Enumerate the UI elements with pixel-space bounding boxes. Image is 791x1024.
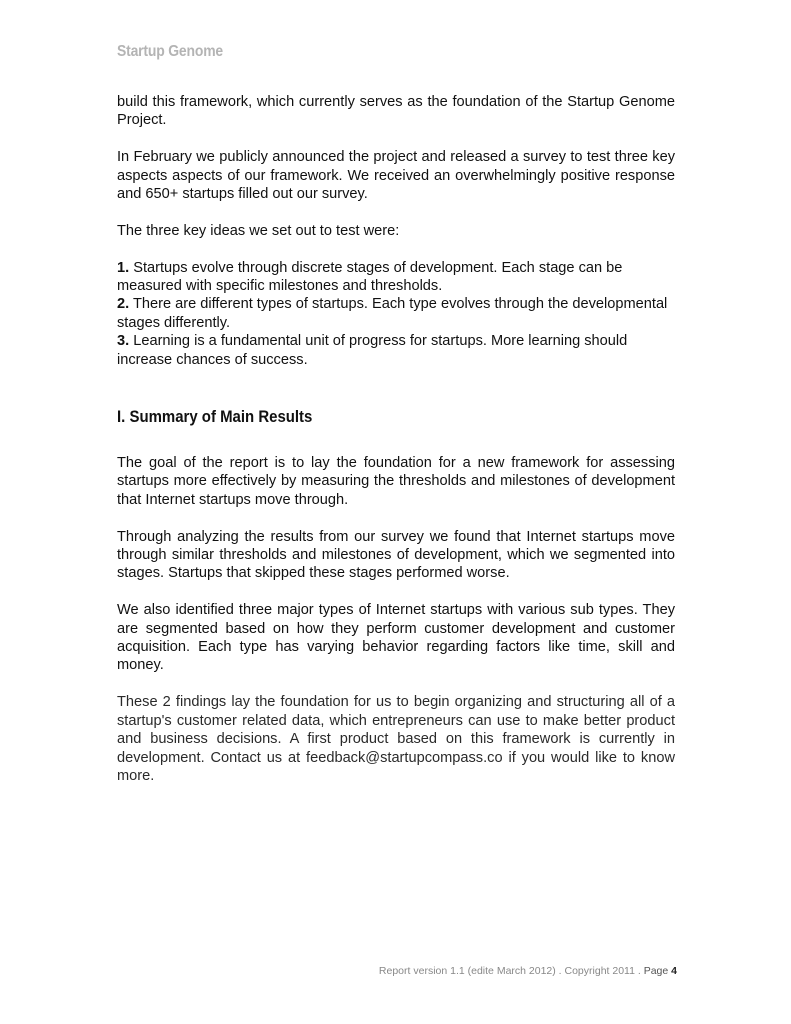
list-item	[117, 259, 675, 296]
paragraph-survey-announcement: In February we publicly announced the project and released a survey to test three key aspects aspects of our framework. We received an overwhelmingly positive response and 650+ startups filled out our survey.	[117, 149, 675, 203]
footer-page-label: Page	[643, 965, 669, 977]
paragraph-startup-types: We also identified three major types of Internet startups with various sub types. They are segmented based on how they perform customer development and customer acquisition. Each type has varying behavior regarding factors like time, skill and money.	[117, 602, 675, 674]
paragraph-report-goal: The goal of the report is to lay the foundation for a new framework for assessing startups more effectively by measuring the thresholds and milestones of development that Internet startups move through.	[117, 455, 675, 508]
paragraph-intro-continuation: build this framework, which currently serves as the foundation of the Startup Genome Project.	[117, 94, 675, 129]
paragraph-next-steps: These 2 findings lay the foundation for us to begin organizing and structuring all of a startup's customer related data, which entrepreneurs can use to make better product and business decisions. A first product based on this framework is currently in development. Contact us at feedback@startupcompass.co if you would like to know more.	[117, 694, 675, 784]
key-ideas-list	[117, 259, 675, 369]
running-header: Startup Genome	[117, 43, 224, 60]
section-heading: I. Summary of Main Results	[117, 407, 313, 427]
list-item-number: 3.	[117, 333, 130, 350]
list-item-number: 1.	[117, 259, 130, 276]
list-item-text: Startups evolve through discrete stages of development. Each stage can be measured with specific milestones and thresholds.	[117, 259, 623, 295]
page-body	[117, 93, 675, 785]
list-item-text: Learning is a fundamental unit of progress for startups. More learning should increase chances of success.	[117, 333, 628, 368]
list-item-number: 2.	[117, 296, 130, 313]
paragraph-key-ideas-lead: The three key ideas we set out to test were:	[117, 222, 400, 239]
paragraph-survey-findings: Through analyzing the results from our survey we found that Internet startups move through similar thresholds and milestones of development, which we segmented into stages. Startups that skipped these stages performed worse.	[117, 528, 675, 582]
footer-version-copyright: Report version 1.1 (edite March 2012) . Copyright 2011 .	[378, 965, 644, 977]
list-item-text: There are different types of startups. Each type evolves through the developmental stages differently.	[117, 296, 668, 331]
footer-page-number: 4	[671, 965, 677, 977]
list-item	[117, 332, 675, 369]
list-item	[117, 295, 675, 332]
page-footer	[379, 965, 677, 977]
